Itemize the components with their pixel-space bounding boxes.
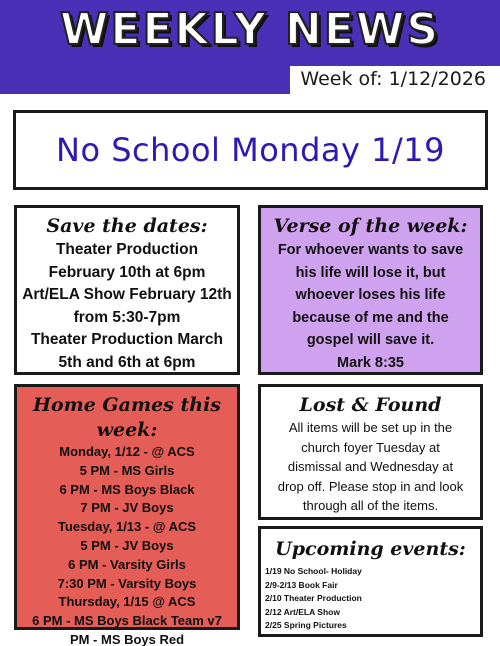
game-line: 6 PM - MS Boys Black Team v7 (32, 613, 222, 629)
lost-found-line: church foyer Tuesday at (301, 439, 440, 455)
no-school-text: No School Monday 1/19 (56, 131, 445, 169)
verse-line: his life will lose it, but (295, 264, 446, 281)
week-of-strip (290, 66, 500, 94)
home-games-heading: Home Games this week: (33, 394, 221, 441)
save-the-dates-box (14, 205, 240, 375)
lost-found-line: dismissal and Wednesday at (287, 459, 454, 474)
game-line: 5 PM - MS Girls (79, 462, 175, 478)
verse-reference: Mark 8:35 (337, 354, 404, 371)
event-item: 2/25 Spring Pictures (265, 620, 347, 630)
save-date-line: 5th and 6th at 6pm (58, 353, 196, 371)
game-line: 6 PM - Varsity Girls (68, 556, 186, 572)
event-item: 2/9-2/13 Book Fair (265, 579, 338, 590)
newsletter-title: WEEKLY NEWS (59, 4, 441, 55)
verse-line: gospel will save it. (306, 332, 435, 348)
verse-heading: Verse of the week: (273, 215, 468, 237)
upcoming-events-box (258, 526, 483, 637)
verse-line: because of me and the (292, 309, 449, 326)
no-school-banner (13, 110, 488, 190)
event-item: 2/10 Theater Production (265, 593, 362, 603)
save-date-line: February 10th at 6pm (48, 263, 206, 281)
save-the-dates-heading: Save the dates: (46, 215, 208, 237)
game-line: 6 PM - MS Boys Black (59, 481, 195, 497)
game-line: Thursday, 1/15 @ ACS (58, 594, 196, 610)
game-line: 7 PM - JV Boys (80, 500, 174, 516)
lost-and-found-box (258, 384, 483, 520)
verse-of-week-box (258, 205, 483, 375)
lost-found-line: All items will be set up in the (288, 420, 453, 435)
header-banner (0, 0, 500, 94)
lost-found-line: through all of the items. (302, 498, 439, 513)
week-of-label: Week of: 1/12/2026 (300, 68, 486, 90)
save-date-line: Theater Production (55, 241, 199, 258)
verse-line: For whoever wants to save (277, 242, 464, 258)
game-line: PM - MS Boys Red (69, 631, 185, 646)
game-line: 5 PM - JV Boys (80, 537, 174, 553)
home-games-box (14, 384, 240, 646)
upcoming-events-heading: Upcoming events: (275, 538, 466, 560)
game-line: 7:30 PM - Varsity Boys (57, 575, 197, 591)
game-line: Monday, 1/12 - @ ACS (59, 444, 195, 459)
save-date-line: Art/ELA Show February 12th (22, 286, 232, 303)
upcoming-events-list (261, 565, 480, 633)
event-item: 1/19 No School- Holiday (265, 566, 362, 576)
save-date-line: from 5:30-7pm (73, 308, 181, 326)
lost-found-line: drop off. Please stop in and look (277, 478, 464, 494)
verse-line: whoever loses his life (295, 287, 446, 303)
lost-and-found-heading: Lost & Found (299, 394, 442, 416)
event-item: 2/12 Art/ELA Show (265, 606, 340, 617)
save-date-line: Theater Production March (30, 331, 224, 348)
game-line: Tuesday, 1/13 - @ ACS (57, 519, 197, 535)
